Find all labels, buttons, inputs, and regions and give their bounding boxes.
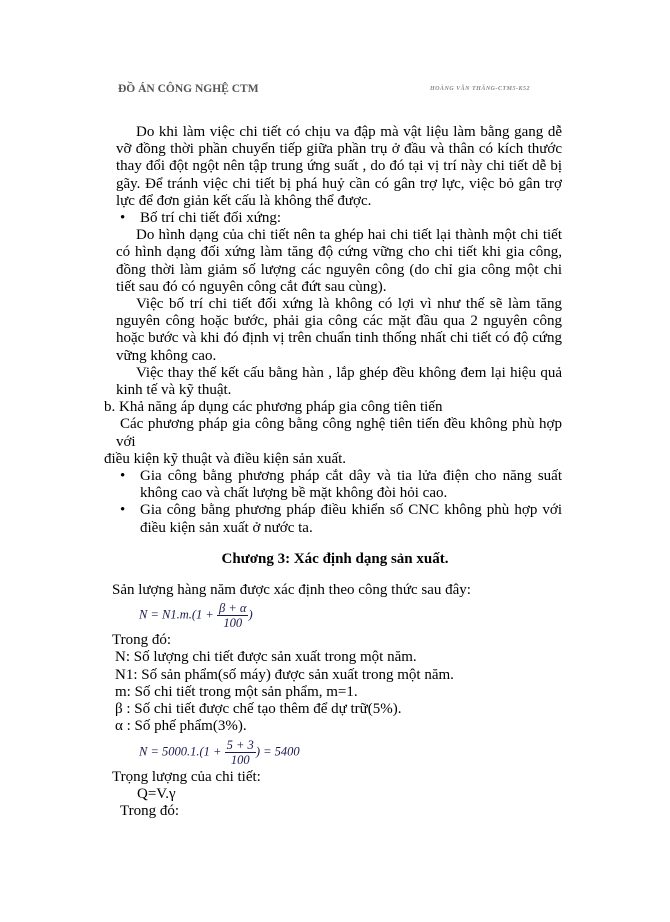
text-line: Q=V.γ (137, 785, 176, 802)
bullet-icon: • (120, 502, 126, 519)
formula-rhs: ) = 5400 (255, 743, 300, 758)
definition: β : Số chi tiết được chế tạo thêm để dự trữ(5%). (115, 701, 402, 718)
bullet-icon: • (120, 468, 126, 485)
section-heading: b. Khả năng áp dụng các phương pháp gia công tiên tiến (104, 399, 443, 416)
bullet-item (116, 210, 562, 227)
definition: m: Số chi tiết trong một sản phẩm, m=1. (115, 683, 358, 700)
text-line: Sản lượng hàng năm được xác định theo công thức sau đây: (112, 582, 471, 599)
formula-rhs: ) (248, 607, 253, 622)
bullet-item (116, 502, 562, 536)
text-line: Trọng lượng của chi tiết: (112, 768, 261, 785)
definition: N: Số lượng chi tiết được sản xuất trong một năm. (115, 649, 417, 666)
header-author: HOÀNG VĂN THẮNG-CTM5-K52 (430, 86, 531, 92)
formula (139, 601, 562, 630)
bullet-item (116, 468, 562, 502)
header-title: ĐỒ ÁN CÔNG NGHỆ CTM (118, 83, 259, 95)
formula-denominator: 100 (230, 752, 250, 767)
paragraph: Các phương pháp gia công bằng công nghệ tiên tiến đều không phù hợp với (116, 416, 562, 450)
text-line: Trong đó: (112, 632, 172, 649)
paragraph: Việc bố trí chi tiết đối xứng là không có lợi vì như thế sẽ làm tăng nguyên công hoặc bước, phải gia công các mặt đầu qua 2 nguyên công hoặc bước và khi đó định vị trên chuẩn tinh thống nhất chi tiết có độ cứng vững không cao. (116, 296, 562, 364)
chapter-heading: Chương 3: Xác định dạng sản xuất. (221, 550, 449, 567)
text-line: Trong đó: (120, 802, 180, 819)
formula-lhs: N = 5000.1.(1 + (139, 743, 222, 758)
paragraph: điều kiện kỹ thuật và điều kiện sản xuất. (104, 450, 347, 467)
bullet-text: Gia công bằng phương pháp điều khiển số CNC không phù hợp với điều kiện sản xuất ở nước ta. (140, 502, 562, 536)
bullet-text: Gia công bằng phương pháp cắt dây và tia lửa điện cho năng suất không cao và chất lượng bề mặt không đòi hỏi cao. (140, 468, 562, 502)
document-body (104, 124, 562, 820)
formula-denominator: 100 (223, 616, 243, 631)
formula-lhs: N = N1.m.(1 + (139, 607, 214, 622)
paragraph: Do hình dạng của chi tiết nên ta ghép hai chi tiết lại thành một chi tiết có hình dạng đối xứng làm tăng độ cứng vững cho chi tiết khi gia công, đồng thời làm giảm số lượng các nguyên công (do chỉ gia công một chi tiết sau đó có nguyên công cắt đứt sau cùng). (116, 227, 562, 295)
paragraph: Việc thay thế kết cấu bằng hàn , lắp ghép đều không đem lại hiệu quả kinh tế và kỹ thuật. (116, 364, 562, 399)
formula-numerator: β + α (219, 601, 247, 616)
bullet-icon: • (120, 210, 126, 227)
definition: N1: Số sản phẩm(số máy) được sản xuất trong một năm. (115, 666, 454, 683)
formula (139, 738, 562, 767)
formula-numerator: 5 + 3 (226, 737, 254, 752)
bullet-text: Bố trí chi tiết đối xứng: (140, 210, 282, 227)
paragraph: Do khi làm việc chi tiết có chịu va đập mà vật liệu làm bằng gang dễ vỡ đồng thời phần chuyển tiếp giữa phần trụ ở đầu và thân có kích thước thay đổi đột ngột nên tập trung ứng suất , do đó tại vị trí này chi tiết dễ bị gãy. Để tránh việc chi tiết bị phá huỷ cần có gân trợ lực, việc bỏ gân trợ lực để đơn giản kết cấu là không thể được. (116, 124, 562, 209)
definition: α : Số phế phẩm(3%). (115, 718, 247, 735)
